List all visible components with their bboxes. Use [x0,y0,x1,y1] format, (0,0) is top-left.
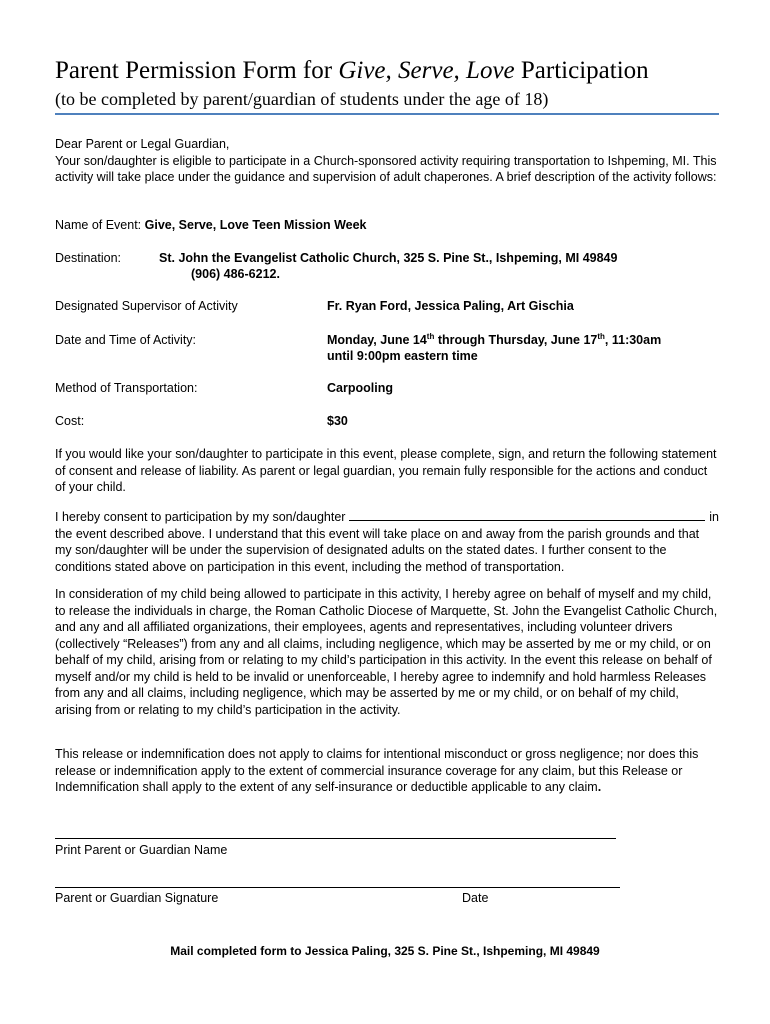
supervisor-label: Designated Supervisor of Activity [55,299,238,313]
date-value-line2: until 9:00pm eastern time [327,349,478,363]
release-paragraph: In consideration of my child being allowed to participate in this activity, I hereby agree on behalf of myself and my child, to release the individuals in charge, the Roman Catholic Diocese of Marquette, St. John the Evangelist Catholic Church, and any and all affiliated organizations, their employees, agents and representatives, including volunteer drivers (collectively “Releases”) from any and all claims, including negligence, which may be asserted by me or my child, or on behalf of my child, arising from or relating to my child’s participation in this activity. In the event this release on behalf of myself and/or my child is held to be invalid or unenforceable, I hereby agree to indemnify and hold harmless Releases from any and all claims, including negligence, which may be asserted by me or my child, or on behalf of my child, arising from or relating to my child’s participation in the activity. [55,587,718,717]
request-paragraph: If you would like your son/daughter to participate in this event, please complete, sign, and return the following statement of consent and release of liability. As parent or legal guardian, you remain fully responsible for the actions and conduct of your child. [55,447,717,494]
date-value [327,332,661,349]
consent-text: I hereby consent to participation by my son/daughter [55,510,346,524]
exclusion-paragraph [55,746,719,796]
date-start: Monday, June 14 [327,333,427,347]
destination-value: St. John the Evangelist Catholic Church, 325 S. Pine St., Ishpeming, MI 49849 [159,251,618,265]
print-name-label: Print Parent or Guardian Name [55,843,228,857]
child-name-blank[interactable] [349,508,705,521]
consent-paragraph [55,508,719,575]
destination-phone: (906) 486-6212. [191,267,280,281]
signature-line[interactable] [55,887,620,888]
title-italic-text: Give, Serve, Love [338,57,515,84]
salutation: Dear Parent or Legal Guardian, [55,137,230,151]
form-subtitle: (to be completed by parent/guardian of students under the age of 18) [55,89,549,109]
cost-value: $30 [327,414,348,428]
consent-line [55,508,719,526]
intro-paragraph [55,136,719,186]
form-title [55,56,649,86]
date-suffix-1: th [426,331,435,341]
date-end: through Thursday, June 17 [434,333,598,347]
title-text: Parent Permission Form for [55,57,339,84]
consent-rest: the event described above. I understand that this event will take place on and away from the parish grounds and that my son/daughter will be under the supervision of designated adults on the stated dates. I further consent to the conditions stated above on participation in this event, including the method of transportation. [55,526,700,574]
transport-label: Method of Transportation: [55,381,198,395]
date-label: Date and Time of Activity: [55,333,197,347]
date-signature-label: Date [462,891,489,905]
title-divider [55,113,719,115]
print-name-line[interactable] [55,838,616,839]
event-value: Give, Serve, Love Teen Mission Week [144,218,367,232]
mail-instructions: Mail completed form to Jessica Paling, 325 S. Pine St., Ishpeming, MI 49849 [170,944,600,958]
signature-label: Parent or Guardian Signature [55,891,219,905]
supervisor-value: Fr. Ryan Ford, Jessica Paling, Art Gischia [327,299,574,313]
destination-label: Destination: [55,251,122,265]
consent-text-in: in [709,510,719,524]
date-suffix-2: th [597,331,605,341]
exclusion-text: This release or indemnification does not apply to claims for intentional misconduct or gross negligence; nor does this release or indemnification apply to the extent of commercial insurance coverage for any claim, but this Release or Indemnification shall apply to the extent of any self-insurance or deductible applicable to any claim [55,747,699,794]
intro-body: Your son/daughter is eligible to participate in a Church-sponsored activity requiring transportation to Ishpeming, MI. This activity will take place under the guidance and supervision of adult chaperones. A brief description of the activity follows: [55,153,717,184]
event-row [55,217,367,234]
cost-label: Cost: [55,414,85,428]
event-label: Name of Event: [55,218,142,232]
exclusion-period: . [597,780,602,794]
transport-value: Carpooling [327,381,393,395]
title-text-end: Participation [514,57,649,84]
start-time: , 11:30am [604,333,662,347]
